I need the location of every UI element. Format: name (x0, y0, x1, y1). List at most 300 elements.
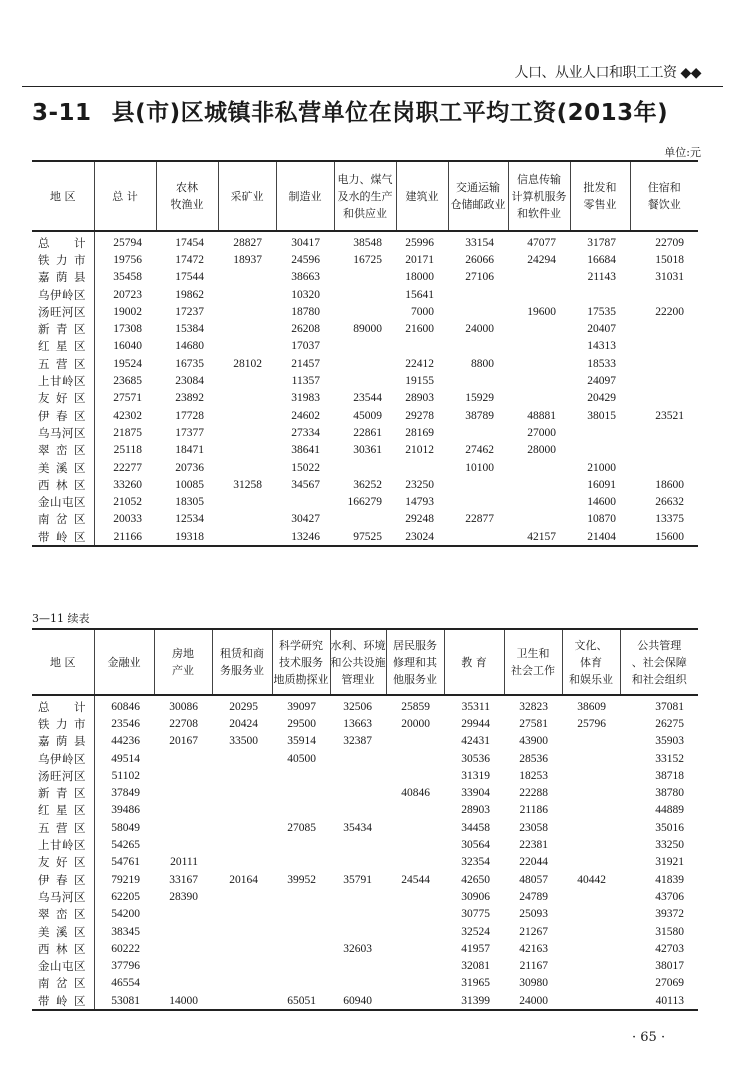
wage-cell (330, 802, 386, 819)
wage-cell: 62205 (111, 890, 140, 903)
table-row (32, 854, 698, 871)
wage-cell: 45009 (353, 409, 382, 422)
wage-cell: 38663 (291, 271, 320, 284)
wage-cell: 21186 (519, 804, 548, 817)
wage-cell: 30564 (461, 839, 490, 852)
wage-cell: 42302 (113, 409, 142, 422)
region-name: 汤旺河区 (32, 767, 94, 784)
wage-cell: 38345 (111, 925, 140, 938)
wage-cell (212, 802, 272, 819)
wage-cell: 38548 (353, 236, 382, 249)
wage-cell (562, 802, 620, 819)
column-header: 文化、 体育 和娱乐业 (562, 629, 620, 695)
wage-cell: 39372 (655, 908, 684, 921)
region-name: 乌伊岭区 (32, 750, 94, 767)
wage-cell: 27581 (519, 717, 548, 730)
wage-cell: 31031 (655, 271, 684, 284)
wage-cell: 18780 (291, 305, 320, 318)
wage-cell: 17377 (175, 426, 204, 439)
wage-cell: 18600 (655, 478, 684, 491)
wage-cell (562, 733, 620, 750)
wage-cell (154, 940, 212, 957)
wage-cell: 15641 (405, 288, 434, 301)
total-row (32, 695, 698, 715)
wage-cell: 21012 (405, 444, 434, 457)
wage-cell (334, 338, 396, 355)
wage-cell (386, 940, 444, 957)
table-row (32, 992, 698, 1010)
wage-cell: 35903 (655, 735, 684, 748)
wage-cell (386, 906, 444, 923)
wage-cell: 20111 (170, 856, 198, 869)
region-name: 乌马河区 (32, 424, 94, 441)
wage-cell: 28827 (233, 236, 262, 249)
wage-cell: 16684 (587, 253, 616, 266)
wage-cell (154, 767, 212, 784)
wage-cell (272, 906, 330, 923)
wage-cell: 10085 (175, 478, 204, 491)
wage-cell (508, 511, 570, 528)
region-name: 西 林 区 (32, 476, 94, 493)
wage-cell: 27069 (655, 977, 684, 990)
table-row (32, 802, 698, 819)
wage-cell: 32354 (461, 856, 490, 869)
wage-cell: 33500 (229, 735, 258, 748)
wage-cell (272, 784, 330, 801)
wage-cell: 24544 (401, 873, 430, 886)
wage-cell (386, 733, 444, 750)
wage-cell (212, 750, 272, 767)
wage-cell: 22412 (405, 357, 434, 370)
wage-cell: 17535 (587, 305, 616, 318)
wage-cell: 15022 (291, 461, 320, 474)
wage-cell (330, 957, 386, 974)
wage-cell: 54761 (111, 856, 140, 869)
wage-cell: 33152 (655, 752, 684, 765)
wage-cell: 54200 (111, 908, 140, 921)
table-row (32, 715, 698, 732)
wage-cell: 20164 (229, 873, 258, 886)
region-name: 美 溪 区 (32, 459, 94, 476)
wage-cell: 35311 (461, 700, 490, 713)
region-name: 友 好 区 (32, 854, 94, 871)
table-row (32, 303, 698, 320)
wage-cell: 24789 (519, 890, 548, 903)
region-name: 南 岔 区 (32, 511, 94, 528)
wage-cell (508, 372, 570, 389)
wage-cell (272, 836, 330, 853)
wage-cell: 42431 (461, 735, 490, 748)
region-name: 上甘岭区 (32, 372, 94, 389)
wage-cell: 30775 (461, 908, 490, 921)
wage-cell: 31580 (655, 925, 684, 938)
table-row (32, 767, 698, 784)
wage-cell: 97525 (353, 530, 382, 543)
wage-cell: 14000 (169, 994, 198, 1007)
wage-cell: 17037 (291, 340, 320, 353)
wage-cell: 20000 (401, 717, 430, 730)
wage-cell: 41839 (655, 873, 684, 886)
wage-cell: 53081 (111, 994, 140, 1007)
wage-cell: 32081 (461, 960, 490, 973)
wage-cell: 42157 (527, 530, 556, 543)
wage-cell: 27462 (465, 444, 494, 457)
wage-cell (218, 320, 276, 337)
wage-cell (218, 303, 276, 320)
column-header: 信息传输 计算机服务 和软件业 (508, 161, 570, 231)
wage-cell: 29278 (405, 409, 434, 422)
wage-cell (218, 407, 276, 424)
wage-cell (448, 286, 508, 303)
wage-cell: 28000 (527, 444, 556, 457)
wage-cell: 24596 (291, 253, 320, 266)
wage-cell: 37796 (111, 960, 140, 973)
wage-cell: 26066 (465, 253, 494, 266)
wage-cell (508, 355, 570, 372)
wage-cell (218, 269, 276, 286)
wage-cell (508, 459, 570, 476)
wage-cell: 35914 (287, 735, 316, 748)
region-name: 伊 春 区 (32, 871, 94, 888)
wage-cell: 21404 (587, 530, 616, 543)
wage-cell: 39097 (287, 700, 316, 713)
wage-cell (334, 286, 396, 303)
wage-cell: 16091 (587, 478, 616, 491)
wage-cell: 22861 (353, 426, 382, 439)
wage-cell: 42163 (519, 942, 548, 955)
wage-cell: 21166 (113, 530, 142, 543)
table-title-text: 县(市)区城镇非私营单位在岗职工平均工资(2013年) (111, 100, 669, 126)
wage-cell (508, 286, 570, 303)
table-row (32, 269, 698, 286)
wage-cell: 14600 (587, 496, 616, 509)
wage-cell: 31258 (233, 478, 262, 491)
wage-cell (212, 854, 272, 871)
wage-cell: 65051 (287, 994, 316, 1007)
column-header-region: 地 区 (32, 629, 94, 695)
region-name: 伊 春 区 (32, 407, 94, 424)
wage-cell: 26208 (291, 323, 320, 336)
wage-cell (386, 750, 444, 767)
wage-cell: 27106 (465, 271, 494, 284)
column-header: 水利、环境 和公共设施 管理业 (330, 629, 386, 695)
region-name: 带 岭 区 (32, 992, 94, 1010)
table-row (32, 372, 698, 389)
wage-cell: 38789 (465, 409, 494, 422)
wage-cell: 16040 (113, 340, 142, 353)
wage-cell: 32524 (461, 925, 490, 938)
wage-cell: 24602 (291, 409, 320, 422)
wage-cell: 24000 (465, 323, 494, 336)
total-row (32, 231, 698, 251)
wage-cell (272, 975, 330, 992)
wage-cell (330, 767, 386, 784)
region-name: 新 青 区 (32, 784, 94, 801)
wage-cell: 30361 (353, 444, 382, 457)
wage-cell: 24294 (527, 253, 556, 266)
wage-cell (448, 303, 508, 320)
wage-cell: 21457 (291, 357, 320, 370)
table-row (32, 888, 698, 905)
wage-cell: 37081 (655, 700, 684, 713)
region-name: 乌马河区 (32, 888, 94, 905)
wage-cell (218, 528, 276, 546)
wage-cell: 15600 (655, 530, 684, 543)
wage-cell (330, 923, 386, 940)
wage-cell: 21000 (587, 461, 616, 474)
wage-cell: 28102 (233, 357, 262, 370)
wage-cell: 22288 (519, 787, 548, 800)
column-header: 总 计 (94, 161, 156, 231)
wage-cell: 40442 (577, 873, 606, 886)
column-header: 交通运输 仓储邮政业 (448, 161, 508, 231)
wage-cell (212, 767, 272, 784)
wage-cell: 39952 (287, 873, 316, 886)
table-row (32, 390, 698, 407)
header-rule (22, 86, 723, 87)
wage-cell (396, 459, 448, 476)
wage-cell: 49514 (111, 752, 140, 765)
wage-cell: 15384 (175, 323, 204, 336)
region-name: 乌伊岭区 (32, 286, 94, 303)
column-header: 金融业 (94, 629, 154, 695)
wage-cell: 27334 (291, 426, 320, 439)
wage-cell: 51102 (111, 769, 140, 782)
wage-cell (562, 854, 620, 871)
region-name: 汤旺河区 (32, 303, 94, 320)
region-name: 总 计 (32, 695, 94, 715)
wage-cell: 38015 (587, 409, 616, 422)
table-row (32, 407, 698, 424)
table-row (32, 424, 698, 441)
wage-cell: 37849 (111, 787, 140, 800)
wage-cell: 30536 (461, 752, 490, 765)
table-row (32, 442, 698, 459)
table-row (32, 493, 698, 510)
wage-cell: 47077 (527, 236, 556, 249)
wage-cell: 25093 (519, 908, 548, 921)
wage-cell: 25794 (113, 236, 142, 249)
wage-cell (448, 476, 508, 493)
wage-cell: 23024 (405, 530, 434, 543)
wage-cell: 15929 (465, 392, 494, 405)
wage-cell (272, 923, 330, 940)
wage-cell (334, 459, 396, 476)
wage-cell (562, 957, 620, 974)
table-row (32, 528, 698, 546)
wage-cell (562, 923, 620, 940)
region-name: 美 溪 区 (32, 923, 94, 940)
wage-cell: 18533 (587, 357, 616, 370)
region-name: 翠 峦 区 (32, 442, 94, 459)
region-name: 带 岭 区 (32, 528, 94, 546)
wage-cell: 33167 (169, 873, 198, 886)
region-name: 金山屯区 (32, 957, 94, 974)
wage-cell (218, 338, 276, 355)
wage-cell: 8800 (471, 357, 494, 370)
wage-cell: 23544 (353, 392, 382, 405)
wage-cell: 13663 (343, 717, 372, 730)
wage-cell: 26275 (655, 717, 684, 730)
wage-cell: 40500 (287, 752, 316, 765)
region-name: 友 好 区 (32, 390, 94, 407)
wage-cell: 14680 (175, 340, 204, 353)
wage-cell: 54265 (111, 839, 140, 852)
wage-cell: 22044 (519, 856, 548, 869)
table-row (32, 940, 698, 957)
wage-cell (212, 784, 272, 801)
wage-cell (562, 784, 620, 801)
wage-cell (330, 906, 386, 923)
wage-cell (630, 338, 698, 355)
wage-cell: 30427 (291, 513, 320, 526)
wage-cell: 44889 (655, 804, 684, 817)
wage-cell (386, 957, 444, 974)
wage-cell: 28903 (461, 804, 490, 817)
wage-cell: 22709 (655, 236, 684, 249)
region-name: 铁 力 市 (32, 715, 94, 732)
wage-cell: 38017 (655, 960, 684, 973)
region-name: 五 营 区 (32, 355, 94, 372)
table-row (32, 906, 698, 923)
wage-cell (212, 992, 272, 1010)
wage-cell: 32823 (519, 700, 548, 713)
wage-cell: 17728 (175, 409, 204, 422)
wage-cell (272, 802, 330, 819)
wage-cell: 19155 (405, 375, 434, 388)
region-name: 翠 峦 区 (32, 906, 94, 923)
wage-cell: 33904 (461, 787, 490, 800)
wage-cell: 20171 (405, 253, 434, 266)
wage-cell: 21600 (405, 323, 434, 336)
table-row (32, 923, 698, 940)
table-row (32, 750, 698, 767)
wage-cell (630, 424, 698, 441)
region-name: 金山屯区 (32, 493, 94, 510)
wage-cell (218, 390, 276, 407)
wage-cell (562, 888, 620, 905)
wage-cell (562, 906, 620, 923)
wage-cell: 166279 (347, 496, 382, 509)
wage-cell: 28390 (169, 890, 198, 903)
wage-cell (630, 355, 698, 372)
wage-cell: 10320 (291, 288, 320, 301)
table-row (32, 975, 698, 992)
wage-cell (272, 940, 330, 957)
wage-cell: 20033 (113, 513, 142, 526)
column-header: 建筑业 (396, 161, 448, 231)
wage-cell: 27085 (287, 821, 316, 834)
wage-cell: 89000 (353, 323, 382, 336)
wage-cell (212, 906, 272, 923)
wage-cell: 11357 (291, 375, 320, 388)
wage-cell (570, 286, 630, 303)
wage-cell (630, 320, 698, 337)
wage-cell (630, 390, 698, 407)
wage-cell (154, 836, 212, 853)
wage-cell (448, 424, 508, 441)
wage-cell: 18471 (175, 444, 204, 457)
table-number: 3-11 (32, 100, 92, 126)
wage-cell: 22877 (465, 513, 494, 526)
table-title (32, 94, 668, 127)
wage-cell (508, 338, 570, 355)
wage-cell (218, 459, 276, 476)
wage-cell: 34458 (461, 821, 490, 834)
region-name: 上甘岭区 (32, 836, 94, 853)
wage-cell (386, 854, 444, 871)
table-row (32, 957, 698, 974)
wage-cell: 17544 (175, 271, 204, 284)
wage-cell (386, 888, 444, 905)
wage-cell: 14313 (587, 340, 616, 353)
table-row (32, 338, 698, 355)
wage-cell: 22200 (655, 305, 684, 318)
wage-cell: 21052 (113, 496, 142, 509)
wage-cell: 20736 (175, 461, 204, 474)
wage-cell: 29500 (287, 717, 316, 730)
wage-cell: 28169 (405, 426, 434, 439)
wage-cell: 25996 (405, 236, 434, 249)
wage-cell (334, 511, 396, 528)
wage-cell: 41957 (461, 942, 490, 955)
wage-cell: 21875 (113, 426, 142, 439)
table-header-row (32, 161, 698, 231)
wage-cell: 12534 (175, 513, 204, 526)
wage-cell: 38780 (655, 787, 684, 800)
wage-cell: 17472 (175, 253, 204, 266)
wage-cell (330, 975, 386, 992)
wage-cell: 28536 (519, 752, 548, 765)
wage-cell: 24000 (519, 994, 548, 1007)
wage-cell: 48881 (527, 409, 556, 422)
wage-cell (508, 320, 570, 337)
wage-cell: 29248 (405, 513, 434, 526)
wage-cell: 19862 (175, 288, 204, 301)
region-name: 总 计 (32, 231, 94, 251)
wage-cell: 10870 (587, 513, 616, 526)
wage-cell (212, 975, 272, 992)
wage-cell: 44236 (111, 735, 140, 748)
wage-cell (562, 819, 620, 836)
wage-cell (330, 888, 386, 905)
wage-cell: 15018 (655, 253, 684, 266)
wage-cell: 48057 (519, 873, 548, 886)
region-name: 嘉 荫 县 (32, 269, 94, 286)
wage-cell: 33260 (113, 478, 142, 491)
column-header: 住宿和 餐饮业 (647, 181, 681, 211)
wage-cell: 30906 (461, 890, 490, 903)
wage-cell (396, 338, 448, 355)
wage-cell: 23084 (175, 375, 204, 388)
region-name: 五 营 区 (32, 819, 94, 836)
wage-cell (212, 940, 272, 957)
wage-cell: 19756 (113, 253, 142, 266)
wage-cell (562, 750, 620, 767)
table-header-row (32, 629, 698, 695)
wage-cell: 31921 (655, 856, 684, 869)
wage-cell: 20424 (229, 717, 258, 730)
column-header: 电力、煤气 及水的生产 和供应业 (334, 161, 396, 231)
wage-cell: 23685 (113, 375, 142, 388)
wage-cell: 13246 (291, 530, 320, 543)
table-body (32, 231, 698, 546)
wage-cell (218, 442, 276, 459)
column-header: 租赁和商 务服务业 (212, 629, 272, 695)
table-body (32, 695, 698, 1010)
wage-cell: 23546 (111, 717, 140, 730)
wage-cell: 31983 (291, 392, 320, 405)
